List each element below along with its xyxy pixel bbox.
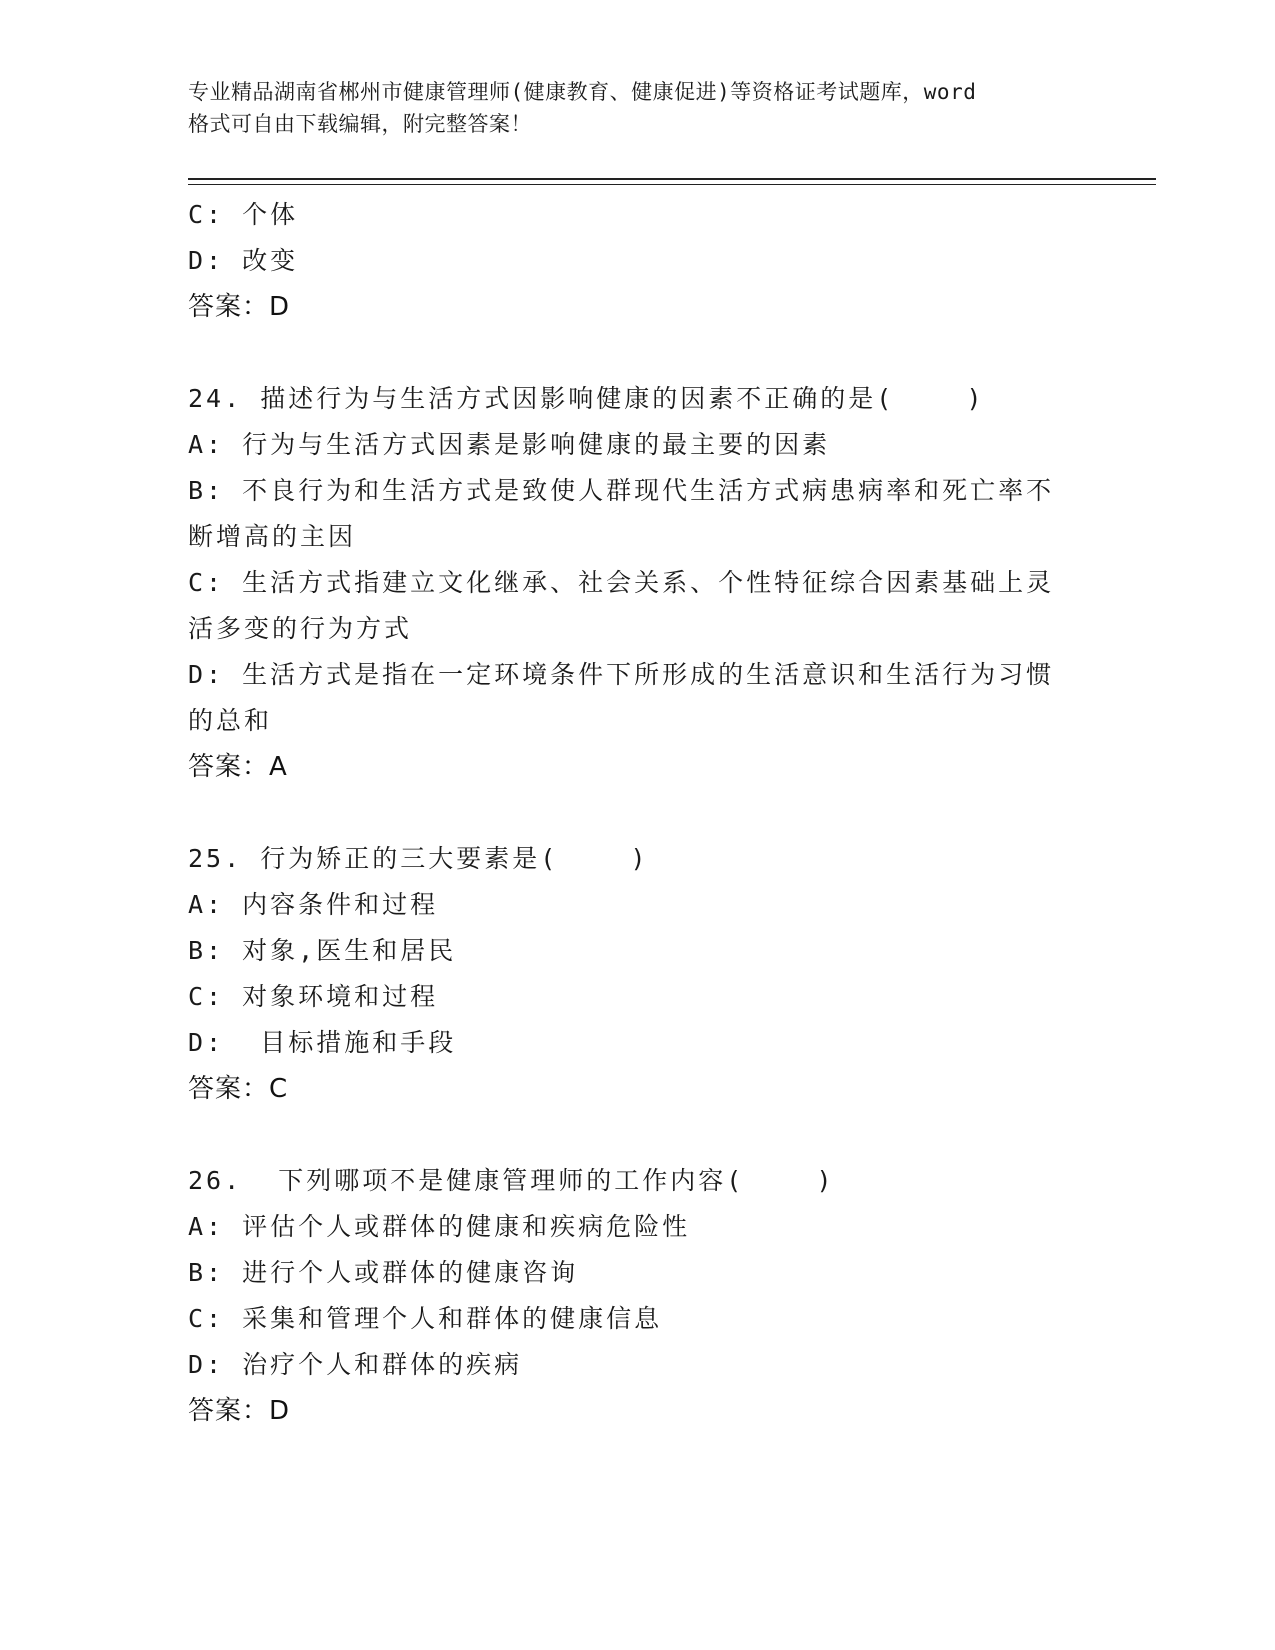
option-a: A: 评估个人或群体的健康和疾病危险性 <box>188 1212 691 1241</box>
document-body <box>188 192 1088 1434</box>
option-b: B: 对象,医生和居民 <box>188 936 457 965</box>
question-stem: 26. 下列哪项不是健康管理师的工作内容( ) <box>188 1166 835 1195</box>
option-a: A: 内容条件和过程 <box>188 890 439 919</box>
spacer <box>188 1112 1088 1158</box>
option-b: B: 进行个人或群体的健康咨询 <box>188 1258 579 1287</box>
question-stem: 25. 行为矫正的三大要素是( ) <box>188 844 649 873</box>
option-d: D: 改变 <box>188 246 299 275</box>
answer-line: 答案：A <box>188 752 288 782</box>
header-line-2: 格式可自由下载编辑，附完整答案！ <box>188 112 532 136</box>
header-divider-thick <box>188 178 1156 180</box>
option-d: D: 治疗个人和群体的疾病 <box>188 1350 523 1379</box>
option-d: D: 目标措施和手段 <box>188 1028 457 1057</box>
option-c: C: 个体 <box>188 200 299 229</box>
spacer <box>188 790 1088 836</box>
question-25 <box>188 836 1088 1112</box>
question-stem: 24. 描述行为与生活方式因影响健康的因素不正确的是( ) <box>188 384 985 413</box>
question-26 <box>188 1158 1088 1434</box>
option-c: C: 对象环境和过程 <box>188 982 439 1011</box>
option-d: D: 生活方式是指在一定环境条件下所形成的生活意识和生活行为习惯的总和 <box>188 660 1055 735</box>
question-24 <box>188 376 1088 790</box>
header-line-1: 专业精品湖南省郴州市健康管理师(健康教育、健康促进)等资格证考试题库，word <box>188 80 977 104</box>
spacer <box>188 330 1088 376</box>
option-a: A: 行为与生活方式因素是影响健康的最主要的因素 <box>188 430 831 459</box>
answer-line: 答案：C <box>188 1074 289 1104</box>
option-b: B: 不良行为和生活方式是致使人群现代生活方式病患病率和死亡率不断增高的主因 <box>188 476 1055 551</box>
option-c: C: 采集和管理个人和群体的健康信息 <box>188 1304 663 1333</box>
page-header <box>188 76 1088 140</box>
question-23-tail <box>188 192 1088 330</box>
answer-line: 答案：D <box>188 1396 291 1426</box>
header-divider-thin <box>188 184 1156 185</box>
option-c: C: 生活方式指建立文化继承、社会关系、个性特征综合因素基础上灵活多变的行为方式 <box>188 568 1055 643</box>
answer-line: 答案：D <box>188 292 291 322</box>
